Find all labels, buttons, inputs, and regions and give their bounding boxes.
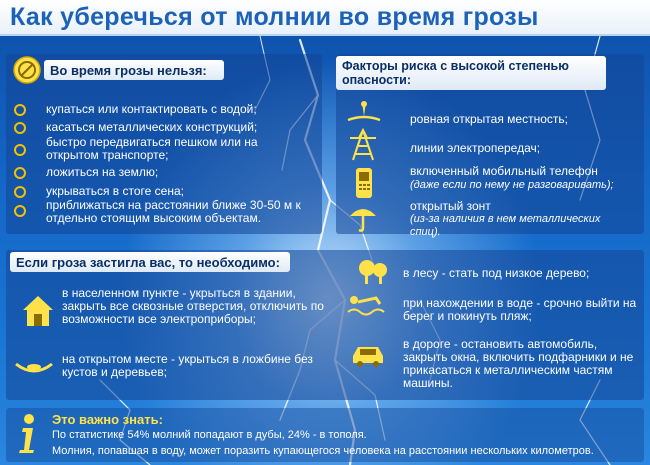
forbidden-header-text: Во время грозы нельзя: (50, 63, 207, 78)
risk-item-text: открытый зонт (410, 199, 491, 213)
umbrella-icon (346, 200, 380, 234)
mobile-phone-icon (353, 166, 375, 200)
caught-header (10, 252, 290, 272)
forbidden-item: купаться или контактировать с водой; (46, 102, 257, 116)
forbidden-item: быстро передвигаться пешком или на открытом транспорте; (46, 135, 258, 162)
power-line-icon (346, 128, 380, 162)
risk-header-text: Факторы риска с высокой степенью опасности: (342, 59, 569, 87)
bullet-icon (14, 122, 26, 134)
important-line: Молния, попавшая в воду, может поразить купающегося человека на расстоянии нескольких километров. (52, 445, 594, 457)
forbidden-item: касаться металлических конструкций; (46, 120, 258, 134)
risk-item-text: ровная открытая местность; (410, 112, 568, 126)
risk-item-note: (из-за наличия в нем металлических спиц). (410, 213, 601, 238)
car-icon (350, 342, 386, 368)
important-line: По статистике 54% молний попадают в дубы, 24% - в тополя. (52, 429, 367, 441)
caught-left-item: в населенном пункте - укрыться в здании, закрыть все сквозные отверстия, отключить по возможности все электроприборы; (62, 286, 324, 326)
bullet-icon (14, 144, 26, 156)
forbidden-item: укрываться в стоге сена; (46, 184, 184, 198)
hollow-icon (14, 356, 54, 378)
bullet-icon (14, 186, 26, 198)
caught-header-text: Если гроза застигла вас, то необходимо: (16, 255, 280, 270)
bullet-icon (14, 167, 26, 179)
house-icon (20, 293, 56, 329)
risk-item-text: включенный мобильный телефон (410, 164, 598, 178)
swimmer-icon (346, 292, 386, 318)
forbidden-item: приближаться на расстоянии ближе 30-50 м к отдельно стоящим высоким объектам. (46, 198, 301, 225)
caught-right-item: в лесу - стать под низкое дерево; (403, 266, 590, 280)
forbidden-item: ложиться на землю; (46, 165, 159, 179)
risk-item-note: (даже если по нему не разговаривать); (410, 179, 614, 191)
prohibition-icon (12, 55, 42, 85)
bullet-icon (14, 104, 26, 116)
caught-right-item: в дороге - остановить автомобиль, закрыть окна, включить подфарники и не прикасаться к металлическим частям машины. (403, 337, 634, 390)
risk-header (336, 56, 606, 90)
bullet-icon (14, 205, 26, 217)
page-title: Как уберечься от молнии во время грозы (10, 3, 539, 31)
open-field-icon (346, 100, 382, 124)
important-header: Это важно знать: (52, 412, 163, 427)
trees-icon (355, 258, 391, 286)
info-icon (14, 412, 40, 454)
caught-right-item: при нахождении в воде - срочно выйти на берег и покинуть пляж; (403, 296, 637, 323)
caught-left-item: на открытом месте - укрыться в ложбине без кустов и деревьев; (62, 352, 313, 379)
forbidden-header (44, 60, 224, 80)
title-bar (0, 0, 650, 36)
risk-item-text: линии электропередач; (410, 141, 541, 155)
